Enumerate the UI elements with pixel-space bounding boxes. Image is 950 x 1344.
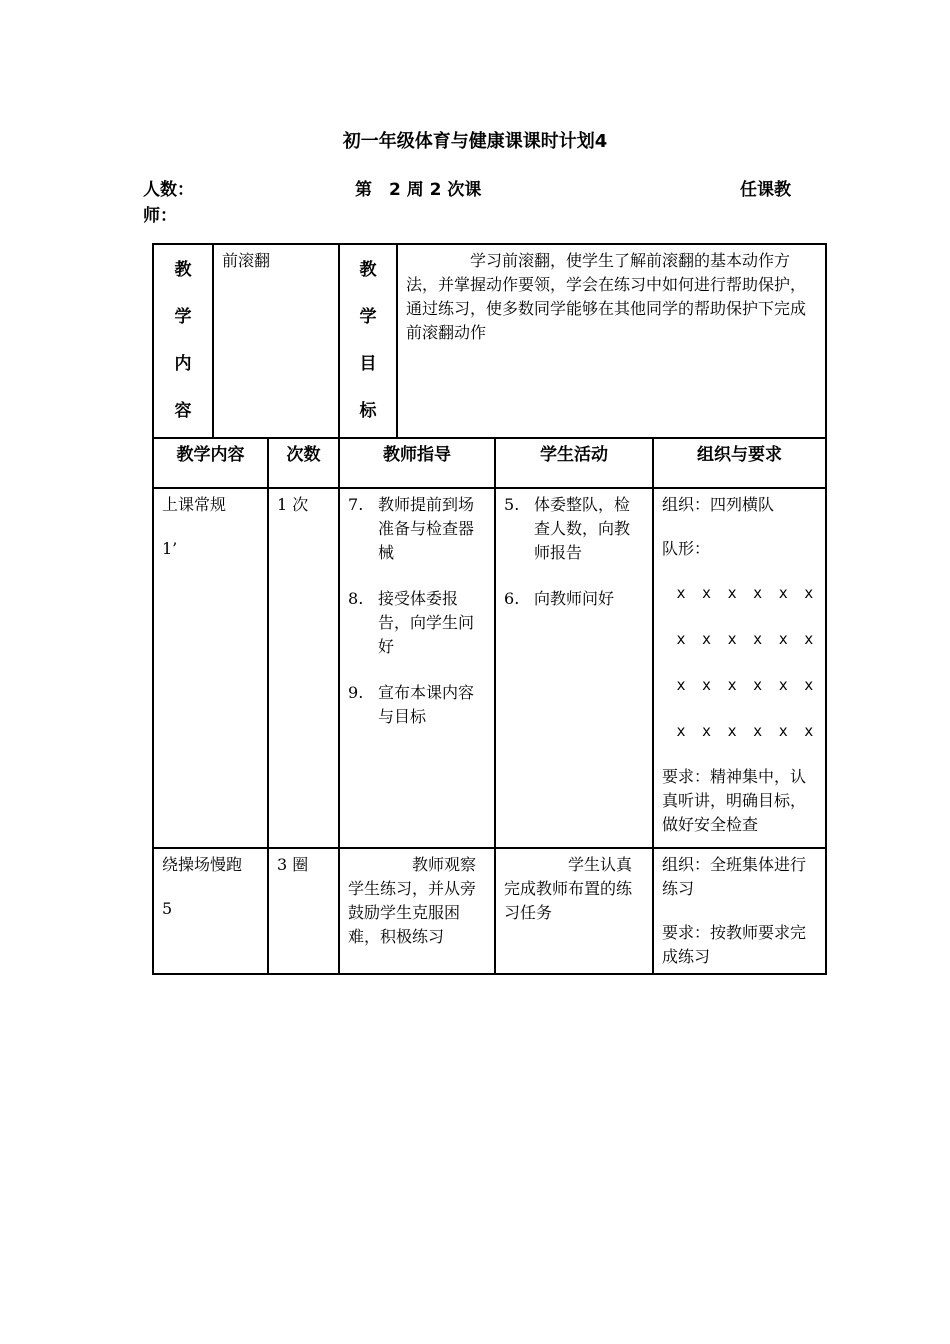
formation-row: x x x x x x: [676, 630, 818, 648]
list-item: 8. 接受体委报告，向学生问好: [348, 589, 475, 656]
formation-row: x x x x x x: [676, 722, 818, 740]
teacher-label-part1: 任课教: [740, 180, 791, 200]
row1-content: 上课常规: [162, 495, 227, 514]
lesson-plan-table: [152, 243, 827, 975]
formation-row: x x x x x x: [676, 676, 818, 694]
row2-org-cell: [653, 848, 826, 974]
row2-org-line: 组织：全班集体进行练习: [662, 855, 807, 898]
row1-teacher-cell: [339, 488, 495, 848]
row1-org-cell: [653, 488, 826, 848]
row1-count: 1 次: [268, 488, 339, 848]
row2-content-cell: [153, 848, 268, 974]
row1-formation-label: 队形：: [662, 539, 711, 558]
teaching-content-value: 前滚翻: [213, 244, 339, 438]
table-row: [153, 848, 826, 974]
row2-content: 绕操场慢跑: [162, 855, 243, 874]
list-item: 9. 宣布本课内容与目标: [348, 683, 475, 726]
row2-duration: 5: [162, 899, 173, 918]
formation-row: x x x x x x: [676, 584, 818, 602]
col-header-student: 学生活动: [495, 438, 653, 488]
list-item: 7. 教师提前到场准备与检查器械: [348, 495, 475, 562]
column-header-row: [153, 438, 826, 488]
list-item: 6. 向教师问好: [504, 589, 615, 608]
list-item: 5. 体委整队，检查人数，向教师报告: [504, 495, 631, 562]
row2-teacher: 教师观察学生练习，并从旁鼓励学生克服困难，积极练习: [339, 848, 495, 974]
week-lesson-text: 第 2 周 2 次课: [355, 180, 482, 200]
row1-requirement: 要求：精神集中，认真听讲，明确目标，做好安全检查: [662, 767, 807, 834]
row1-org-line: 组织：四列横队: [662, 495, 775, 514]
page-title: 初一年级体育与健康课课时计划4: [342, 131, 608, 152]
col-header-count: 次数: [268, 438, 339, 488]
teaching-goal-value: 学习前滚翻，使学生了解前滚翻的基本动作方法，并掌握动作要领，学会在练习中如何进行帮助保护，通过练习，使多数同学能够在其他同学的帮助保护下完成前滚翻动作: [397, 244, 826, 438]
row2-requirement: 要求：按教师要求完成练习: [662, 923, 807, 966]
row1-duration: 1’: [162, 539, 178, 558]
col-header-content: 教学内容: [153, 438, 268, 488]
row2-count: 3 圈: [268, 848, 339, 974]
col-header-org: 组织与要求: [653, 438, 826, 488]
row2-student: 学生认真完成教师布置的练习任务: [495, 848, 653, 974]
row1-student-cell: [495, 488, 653, 848]
teaching-content-label: 教 学 内 容: [153, 244, 213, 438]
row1-content-cell: [153, 488, 268, 848]
people-count-label: 人数：: [143, 180, 194, 200]
teaching-goal-label: 教 学 目 标: [339, 244, 397, 438]
top-info-row: [153, 244, 826, 438]
col-header-teacher: 教师指导: [339, 438, 495, 488]
teacher-label-part2: 师：: [143, 206, 177, 226]
table-row: [153, 488, 826, 848]
